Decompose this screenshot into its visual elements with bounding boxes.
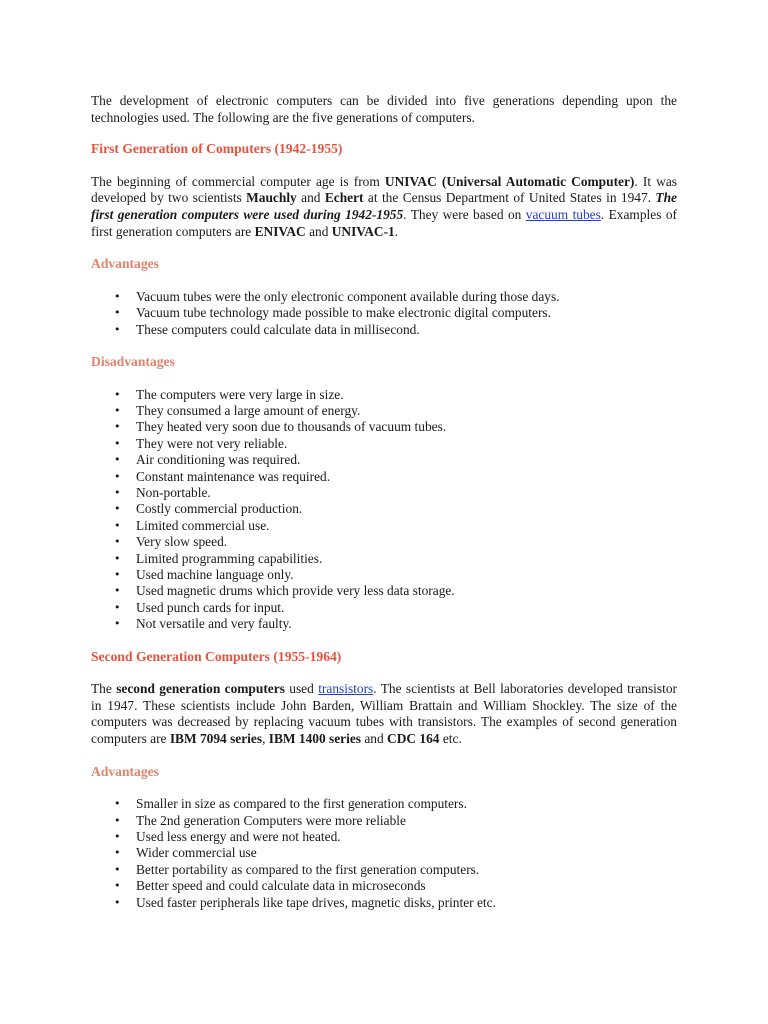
list-item: • Vacuum tube technology made possible to make electronic digital computers. [136,305,677,321]
vacuum-tubes-link[interactable]: vacuum tubes [525,206,601,222]
list-item: • Smaller in size as compared to the first generation computers. [136,796,677,812]
list-item: • Used machine language only. [136,567,677,583]
list-item: • Vacuum tubes were the only electronic component available during those days. [136,289,677,305]
list-item: • Better speed and could calculate data in microseconds [136,878,677,894]
list-item: • Used faster peripherals like tape drives, magnetic disks, printer etc. [136,895,677,911]
first-generation-advantages-list [91,289,677,338]
list-item: • The computers were very large in size. [136,387,677,403]
second-generation-advantages-heading: Advantages [91,763,159,779]
first-generation-disadvantages-list [91,387,677,633]
list-item: • Wider commercial use [136,845,677,861]
list-item: • Non-portable. [136,485,677,501]
list-item: • Better portability as compared to the first generation computers. [136,862,677,878]
list-item: • They were not very reliable. [136,436,677,452]
list-item: • Air conditioning was required. [136,452,677,468]
first-generation-advantages-heading: Advantages [91,256,159,272]
second-generation-paragraph: The second generation computers used transistors. The scientists at Bell laboratories developed transistor in 1947. These scientists include John Barden, William Brattain and William Shockley. The size of the computers was decreased by replacing vacuum tubes with transistors. The examples of second generation computers are IBM 7094 series, IBM 1400 series and CDC 164 etc. [91,681,677,747]
transistors-link[interactable]: transistors [318,681,374,697]
list-item: • These computers could calculate data in millisecond. [136,322,677,338]
second-generation-heading: Second Generation Computers (1955-1964) [91,648,342,664]
list-item: • Used magnetic drums which provide very less data storage. [136,583,677,599]
list-item: • Very slow speed. [136,534,677,550]
list-item: • They consumed a large amount of energy. [136,403,677,419]
list-item: • Not versatile and very faulty. [136,616,677,632]
intro-paragraph: The development of electronic computers can be divided into five generations depending upon the technologies used. The following are the five generations of computers. [91,93,677,125]
list-item: • The 2nd generation Computers were more reliable [136,813,677,829]
second-generation-advantages-list [91,796,677,911]
first-generation-disadvantages-heading: Disadvantages [91,353,175,369]
list-item: • Used punch cards for input. [136,600,677,616]
list-item: • Costly commercial production. [136,501,677,517]
list-item: • Constant maintenance was required. [136,469,677,485]
first-generation-heading: First Generation of Computers (1942-1955) [91,141,343,157]
first-generation-paragraph: The beginning of commercial computer age is from UNIVAC (Universal Automatic Computer). It was developed by two scientists Mauchly and Echert at the Census Department of United States in 1947. The first generation computers were used during 1942-1955. They were based on vacuum tubes. Examples of first generation computers are ENIVAC and UNIVAC-1. [91,173,677,239]
list-item: • Used less energy and were not heated. [136,829,677,845]
list-item: • Limited commercial use. [136,518,677,534]
list-item: • They heated very soon due to thousands of vacuum tubes. [136,419,677,435]
list-item: • Limited programming capabilities. [136,551,677,567]
